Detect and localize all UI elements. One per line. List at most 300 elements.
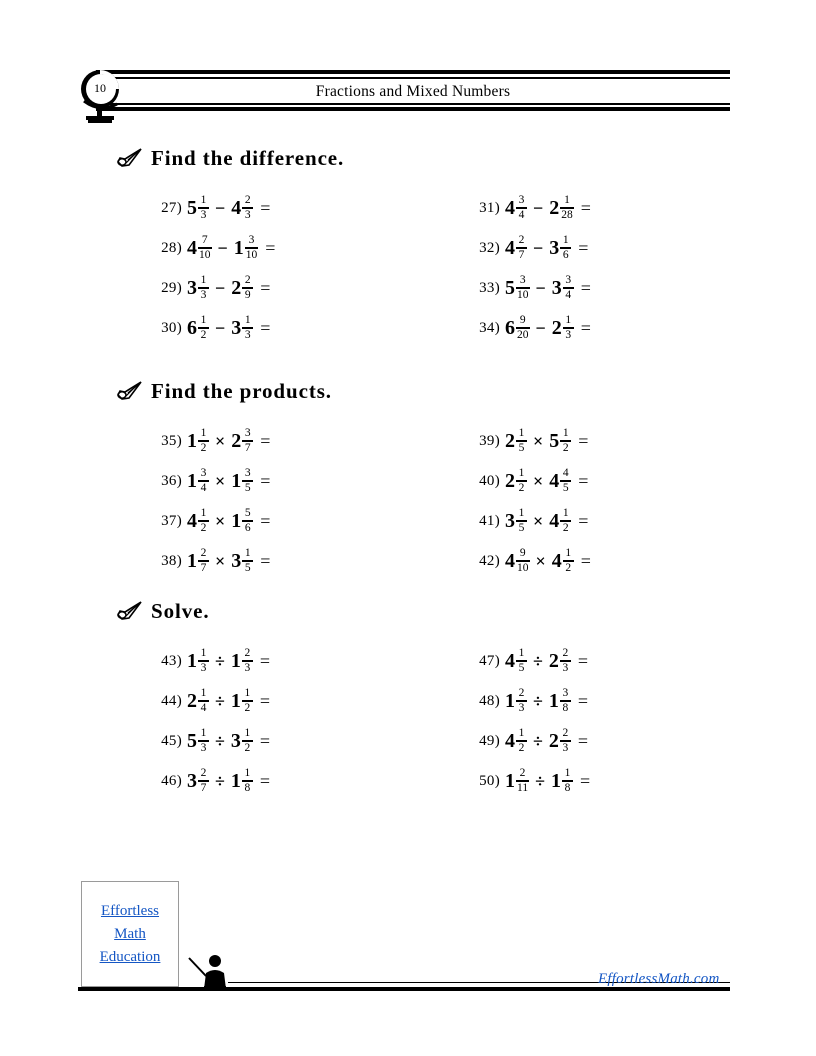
problem-row [466, 228, 591, 268]
numerator: 1 [518, 426, 525, 439]
whole-number: 2 [549, 196, 560, 219]
numerator: 1 [200, 506, 207, 519]
operand-b [231, 768, 253, 795]
operand-b [549, 428, 571, 455]
numerator: 3 [244, 426, 251, 439]
whole-number: 1 [187, 469, 197, 492]
problem-number: 41) [479, 512, 500, 529]
fraction [198, 648, 209, 675]
numerator: 4 [562, 466, 569, 479]
section-heading-products [116, 378, 332, 404]
fraction [516, 468, 527, 495]
fraction [516, 428, 527, 455]
whole-number: 2 [548, 729, 559, 752]
fraction [242, 768, 253, 795]
fraction [242, 728, 253, 755]
denominator: 28 [561, 208, 573, 221]
operand-b [231, 728, 253, 755]
logo-line-2: Math [114, 925, 146, 942]
section-title: Solve. [151, 598, 210, 623]
pen-icon [116, 148, 142, 168]
numerator: 1 [518, 646, 525, 659]
denominator: 5 [518, 661, 525, 674]
operand-b [231, 468, 253, 495]
numerator: 3 [565, 273, 572, 286]
fraction [198, 275, 209, 302]
whole-number: 3 [549, 236, 560, 259]
problem-number: 48) [479, 692, 500, 709]
denominator: 7 [518, 248, 525, 261]
numerator: 1 [200, 686, 207, 699]
operand-a [505, 548, 530, 575]
operator: − [535, 317, 546, 338]
operand-b [231, 428, 253, 455]
fraction [560, 428, 571, 455]
problem-number: 50) [479, 772, 500, 789]
operand-b [231, 195, 253, 222]
whole-number: 4 [549, 509, 560, 532]
operand-a [187, 195, 209, 222]
denominator: 7 [200, 561, 207, 574]
teacher-pointer-icon [188, 952, 234, 992]
problem-number: 49) [479, 732, 500, 749]
numerator: 1 [565, 313, 572, 326]
numerator: 1 [564, 766, 571, 779]
equals-sign: = [577, 650, 589, 671]
problem-column-1-left [148, 188, 275, 348]
whole-number: 1 [187, 429, 197, 452]
operand-b [551, 768, 573, 795]
section-heading-difference [116, 145, 344, 171]
denominator: 2 [562, 521, 569, 534]
problem-row [148, 721, 270, 761]
problem-number: 39) [479, 432, 500, 449]
page-header [78, 70, 730, 114]
equals-sign: = [260, 277, 271, 298]
fraction [198, 548, 209, 575]
whole-number: 1 [505, 689, 515, 712]
operand-b [552, 275, 574, 302]
fraction [198, 688, 209, 715]
operand-b [549, 508, 571, 535]
section-title: Find the products. [151, 378, 332, 403]
effortless-math-logo[interactable] [81, 881, 179, 987]
fraction [560, 235, 571, 262]
equals-sign: = [580, 197, 591, 218]
operator: × [215, 550, 226, 571]
operand-b [549, 235, 571, 262]
denominator: 3 [200, 208, 207, 221]
denominator: 3 [565, 328, 572, 341]
fraction [560, 195, 574, 222]
whole-number: 5 [549, 429, 560, 452]
operand-a [505, 508, 527, 535]
operand-a [505, 648, 527, 675]
whole-number: 1 [231, 509, 242, 532]
operand-b [549, 688, 571, 715]
numerator: 1 [200, 726, 207, 739]
problem-number: 34) [479, 319, 500, 336]
denominator: 10 [517, 288, 529, 301]
fraction [563, 548, 574, 575]
denominator: 3 [244, 661, 251, 674]
problem-row [466, 268, 591, 308]
numerator: 2 [244, 193, 251, 206]
whole-number: 2 [187, 689, 197, 712]
problem-number: 42) [479, 552, 500, 569]
denominator: 5 [562, 481, 569, 494]
whole-number: 4 [231, 196, 242, 219]
problem-row [466, 641, 590, 681]
problem-number: 30) [161, 319, 182, 336]
section-heading-solve [116, 598, 210, 624]
problem-row [466, 461, 591, 501]
whole-number: 2 [505, 469, 515, 492]
operand-b [231, 548, 253, 575]
fraction [516, 688, 527, 715]
operand-a [505, 235, 527, 262]
problem-number: 32) [479, 239, 500, 256]
operand-a [505, 728, 527, 755]
fraction [198, 468, 209, 495]
whole-number: 4 [505, 729, 515, 752]
numerator: 3 [518, 193, 525, 206]
whole-number: 4 [549, 469, 560, 492]
whole-number: 4 [551, 549, 562, 572]
numerator: 1 [244, 726, 251, 739]
problem-number: 29) [161, 279, 182, 296]
fraction [516, 508, 527, 535]
fraction [242, 275, 253, 302]
whole-number: 4 [505, 196, 515, 219]
numerator: 2 [200, 766, 207, 779]
operand-a [505, 195, 527, 222]
operand-b [231, 648, 253, 675]
problem-number: 44) [161, 692, 182, 709]
problem-number: 36) [161, 472, 182, 489]
fraction [242, 195, 253, 222]
denominator: 2 [244, 701, 251, 714]
problem-number: 35) [161, 432, 182, 449]
fraction [242, 468, 253, 495]
denominator: 4 [518, 208, 525, 221]
equals-sign: = [260, 510, 271, 531]
numerator: 3 [248, 233, 255, 246]
numerator: 1 [518, 466, 525, 479]
operator: − [535, 277, 546, 298]
numerator: 1 [200, 426, 207, 439]
denominator: 2 [562, 441, 569, 454]
whole-number: 1 [230, 689, 241, 712]
fraction [560, 648, 571, 675]
problem-number: 31) [479, 199, 500, 216]
operator: ÷ [215, 770, 225, 791]
operator: − [533, 237, 544, 258]
whole-number: 4 [505, 549, 515, 572]
operand-a [187, 648, 209, 675]
whole-number: 3 [551, 276, 562, 299]
operand-b [549, 468, 571, 495]
equals-sign: = [578, 510, 589, 531]
numerator: 1 [200, 273, 207, 286]
denominator: 2 [244, 741, 251, 754]
denominator: 2 [200, 521, 207, 534]
numerator: 9 [519, 546, 526, 559]
whole-number: 6 [187, 316, 197, 339]
numerator: 2 [518, 686, 525, 699]
fraction [516, 315, 530, 342]
fraction [516, 235, 527, 262]
denominator: 3 [244, 208, 251, 221]
equals-sign: = [259, 690, 271, 711]
denominator: 9 [244, 288, 251, 301]
fraction [516, 548, 530, 575]
numerator: 1 [518, 506, 525, 519]
denominator: 10 [199, 248, 211, 261]
problem-number: 27) [161, 199, 182, 216]
problem-column-3-right [466, 641, 590, 801]
denominator: 4 [200, 481, 207, 494]
problem-row [148, 641, 270, 681]
operand-a [187, 275, 209, 302]
page-title: Fractions and Mixed Numbers [315, 83, 511, 100]
operand-a [187, 688, 209, 715]
fraction [198, 235, 212, 262]
fraction [198, 428, 209, 455]
problem-number: 33) [479, 279, 500, 296]
denominator: 8 [562, 701, 569, 714]
operand-a [187, 728, 209, 755]
whole-number: 5 [505, 276, 515, 299]
problem-row [466, 721, 590, 761]
operand-b [552, 315, 574, 342]
problem-number: 43) [161, 652, 182, 669]
whole-number: 3 [505, 509, 515, 532]
pen-icon [116, 381, 142, 401]
problem-number: 37) [161, 512, 182, 529]
fraction [516, 768, 529, 795]
operand-b [234, 235, 259, 262]
whole-number: 5 [187, 196, 197, 219]
whole-number: 4 [505, 649, 515, 672]
denominator: 3 [244, 328, 251, 341]
numerator: 1 [200, 193, 207, 206]
numerator: 3 [200, 466, 207, 479]
fraction [516, 648, 527, 675]
fraction [242, 548, 253, 575]
problem-column-3-left [148, 641, 270, 801]
fraction [516, 195, 527, 222]
numerator: 1 [562, 233, 569, 246]
problem-number: 40) [479, 472, 500, 489]
operand-b [231, 688, 253, 715]
operand-a [187, 508, 209, 535]
fraction [563, 315, 574, 342]
operand-a [187, 315, 209, 342]
whole-number: 3 [187, 276, 197, 299]
numerator: 1 [244, 313, 251, 326]
fraction [242, 648, 253, 675]
operator: ÷ [535, 770, 545, 791]
problem-row [466, 761, 590, 801]
equals-sign: = [578, 237, 589, 258]
operator: × [215, 430, 226, 451]
problem-row [148, 461, 270, 501]
whole-number: 3 [231, 549, 242, 572]
denominator: 10 [245, 248, 258, 261]
equals-sign: = [260, 470, 271, 491]
denominator: 2 [565, 561, 572, 574]
denominator: 4 [565, 288, 572, 301]
numerator: 1 [200, 646, 207, 659]
equals-sign: = [579, 770, 591, 791]
operand-a [187, 428, 209, 455]
denominator: 2 [518, 741, 525, 754]
operand-b [231, 508, 253, 535]
operand-a [505, 468, 527, 495]
problem-row [466, 681, 590, 721]
denominator: 11 [517, 781, 529, 794]
denominator: 5 [244, 481, 251, 494]
whole-number: 3 [230, 729, 241, 752]
operator: × [533, 430, 544, 451]
denominator: 5 [518, 521, 525, 534]
numerator: 1 [244, 766, 251, 779]
logo-line-1: Effortless [100, 902, 160, 919]
operator: − [215, 277, 226, 298]
equals-sign: = [259, 770, 271, 791]
denominator: 5 [244, 561, 251, 574]
fraction [242, 428, 253, 455]
whole-number: 2 [231, 429, 242, 452]
whole-number: 1 [550, 769, 561, 792]
header-rule-thin-bottom [96, 103, 730, 105]
numerator: 5 [244, 506, 251, 519]
numerator: 2 [562, 726, 569, 739]
denominator: 20 [517, 328, 529, 341]
fraction [198, 195, 209, 222]
problem-row [148, 421, 270, 461]
operator: ÷ [533, 690, 543, 711]
fraction [242, 315, 253, 342]
problem-row [466, 541, 591, 581]
numerator: 7 [201, 233, 208, 246]
operator: − [215, 317, 226, 338]
equals-sign: = [577, 690, 589, 711]
whole-number: 1 [187, 649, 197, 672]
numerator: 9 [519, 313, 526, 326]
problem-row [466, 308, 591, 348]
whole-number: 3 [231, 316, 242, 339]
denominator: 6 [562, 248, 569, 261]
denominator: 8 [564, 781, 571, 794]
fraction [560, 468, 571, 495]
fraction [198, 508, 209, 535]
numerator: 3 [519, 273, 526, 286]
equals-sign: = [260, 197, 271, 218]
operator: × [533, 510, 544, 531]
operator: ÷ [533, 650, 543, 671]
operand-a [505, 428, 527, 455]
denominator: 8 [244, 781, 251, 794]
operand-a [187, 468, 209, 495]
footer-url[interactable]: EffortlessMath.com [598, 971, 720, 987]
denominator: 3 [200, 661, 207, 674]
denominator: 2 [200, 441, 207, 454]
denominator: 3 [518, 701, 525, 714]
equals-sign: = [260, 430, 271, 451]
numerator: 1 [244, 546, 251, 559]
operator: − [217, 237, 228, 258]
numerator: 1 [565, 546, 572, 559]
fraction [560, 508, 571, 535]
whole-number: 1 [230, 649, 241, 672]
denominator: 2 [518, 481, 525, 494]
problem-number: 28) [161, 239, 182, 256]
whole-number: 2 [505, 429, 515, 452]
whole-number: 6 [505, 316, 515, 339]
operand-b [231, 275, 253, 302]
operand-b [231, 315, 253, 342]
globe-icon [78, 68, 126, 124]
operator: ÷ [215, 690, 225, 711]
operator: × [535, 550, 546, 571]
numerator: 1 [244, 686, 251, 699]
operand-a [505, 768, 529, 795]
operand-a [187, 235, 212, 262]
problem-row [148, 188, 275, 228]
denominator: 2 [200, 328, 207, 341]
operand-a [187, 768, 209, 795]
problem-column-1-right [466, 188, 591, 348]
operand-b [549, 195, 574, 222]
operator: × [215, 510, 226, 531]
numerator: 2 [244, 273, 251, 286]
operand-a [505, 688, 527, 715]
problem-row [148, 268, 275, 308]
operand-b [549, 648, 571, 675]
denominator: 3 [200, 741, 207, 754]
denominator: 5 [518, 441, 525, 454]
operator: ÷ [533, 730, 543, 751]
denominator: 4 [200, 701, 207, 714]
numerator: 1 [562, 506, 569, 519]
equals-sign: = [577, 730, 589, 751]
header-rule-thick-top [96, 70, 730, 74]
whole-number: 3 [187, 769, 197, 792]
problem-row [148, 541, 270, 581]
numerator: 1 [518, 726, 525, 739]
whole-number: 5 [187, 729, 197, 752]
denominator: 3 [562, 741, 569, 754]
numerator: 2 [200, 546, 207, 559]
equals-sign: = [580, 550, 591, 571]
operator: − [533, 197, 544, 218]
header-rule-thick-bottom [96, 107, 730, 111]
denominator: 3 [562, 661, 569, 674]
whole-number: 2 [551, 316, 562, 339]
equals-sign: = [259, 650, 271, 671]
equals-sign: = [578, 470, 589, 491]
problem-number: 45) [161, 732, 182, 749]
equals-sign: = [580, 317, 591, 338]
problem-column-2-left [148, 421, 270, 581]
fraction [516, 275, 530, 302]
fraction [560, 688, 571, 715]
whole-number: 1 [505, 769, 515, 792]
equals-sign: = [260, 317, 271, 338]
operator: ÷ [215, 730, 225, 751]
